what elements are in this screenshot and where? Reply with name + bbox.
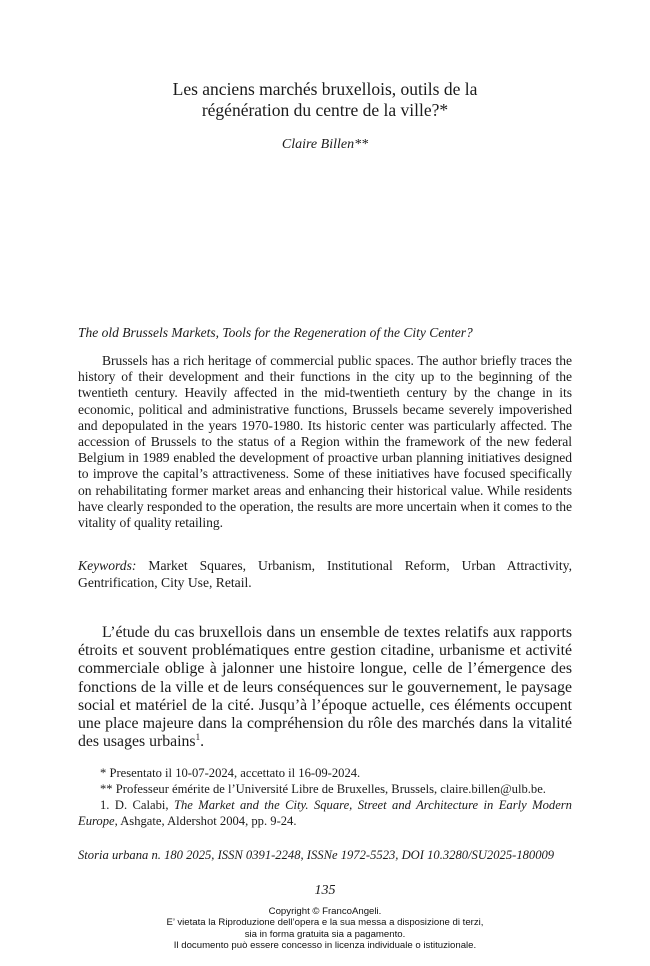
article-title-line-2: régénération du centre de la ville?* (201, 100, 449, 120)
keywords-list: Market Squares, Urbanism, Institutional Reform, Urban Attractivity, Gentrification, City Use, Retail. (78, 558, 572, 590)
keywords (78, 557, 572, 591)
copyright-line-4: Il documento può essere concesso in licenza individuale o istituzionale. (173, 940, 477, 952)
page-number: 135 (314, 883, 336, 898)
footnote-submission-dates: * Presentato il 10-07-2024, accettato il 16-09-2024. (100, 766, 361, 780)
footnote-author-affiliation: ** Professeur émérite de l’Université Libre de Bruxelles, Brussels, claire.billen@ulb.be. (100, 782, 546, 796)
copyright-line-3: sia in forma gratuita sia a pagamento. (244, 928, 406, 940)
footnotes (78, 765, 572, 829)
footnote-1-prefix: 1. D. Calabi, (100, 798, 174, 812)
abstract-text: Brussels has a rich heritage of commercial public spaces. The author briefly traces the history of their development and their functions in the city up to the beginning of the twentieth century. Heavily affected in the mid-twentieth century by the change in its economic, political and administrative functions, Brussels became severely impoverished and depopulated in the years 1970-1980. Its historic center was particularly affected. The accession of Brussels to the status of a Region within the framework of the new federal Belgium in 1989 enabled the development of proactive urban planning initiatives designed to improve the capital’s attractiveness. Some of these initiatives have focused specifically on rehabilitating former market areas and enhancing their historical value. While residents have clearly responded to the operation, the results are more uncertain when it comes to the vitality of quality retailing. (78, 353, 572, 531)
author-name: Claire Billen** (281, 137, 369, 152)
body-paragraph-text: L’étude du cas bruxellois dans un ensemble de textes relatifs aux rapports étroits et souvent problématiques entre gestion citadine, urbanisme et activité commerciale oblige à jalonner une histoire longue, celle de l’émergence des fonctions de la ville et de leurs conséquences sur le gouvernement, le paysage social et matériel de la cité. Jusqu’à l’époque actuelle, ces éléments occupent une place majeure dans la compréhension du rôle des marchés dans la vitalité des usages urbains (78, 624, 572, 751)
article-title-line-1: Les anciens marchés bruxellois, outils de la (172, 79, 478, 99)
copyright-notice (0, 906, 650, 952)
article-title (0, 79, 650, 121)
footnote-1 (78, 797, 572, 829)
keywords-label: Keywords: (78, 558, 137, 573)
footnote-reference[interactable]: 1 (195, 732, 201, 743)
footnote-1-book-title: The Market and the City. Square, Street and Architecture in Early Modern Europe (78, 798, 572, 828)
english-title: The old Brussels Markets, Tools for the Regeneration of the City Center? (78, 325, 473, 340)
journal-reference: Storia urbana n. 180 2025, ISSN 0391-2248, ISSNe 1972-5523, DOI 10.3280/SU2025-180009 (78, 848, 555, 862)
footnote-1-suffix: , Ashgate, Aldershot 2004, pp. 9-24. (114, 814, 297, 828)
body-paragraph: L’étude du cas bruxellois dans un ensemble de textes relatifs aux rapports étroits et souvent problématiques entre gestion citadine, urbanisme et activité commerciale oblige à jalonner une histoire longue, celle de l’émergence des fonctions de la ville et de leurs conséquences sur le gouvernement, le paysage social et matériel de la cité. Jusqu’à l’époque actuelle, ces éléments occupent une place majeure dans la compréhension du rôle des marchés dans la vitalité des usages urbains$^1$. (78, 624, 572, 751)
copyright-line-2: E’ vietata la Riproduzione dell’opera e la sua messa a disposizione di terzi, (166, 917, 484, 929)
copyright-line-1: Copyright © FrancoAngeli. (268, 906, 382, 917)
